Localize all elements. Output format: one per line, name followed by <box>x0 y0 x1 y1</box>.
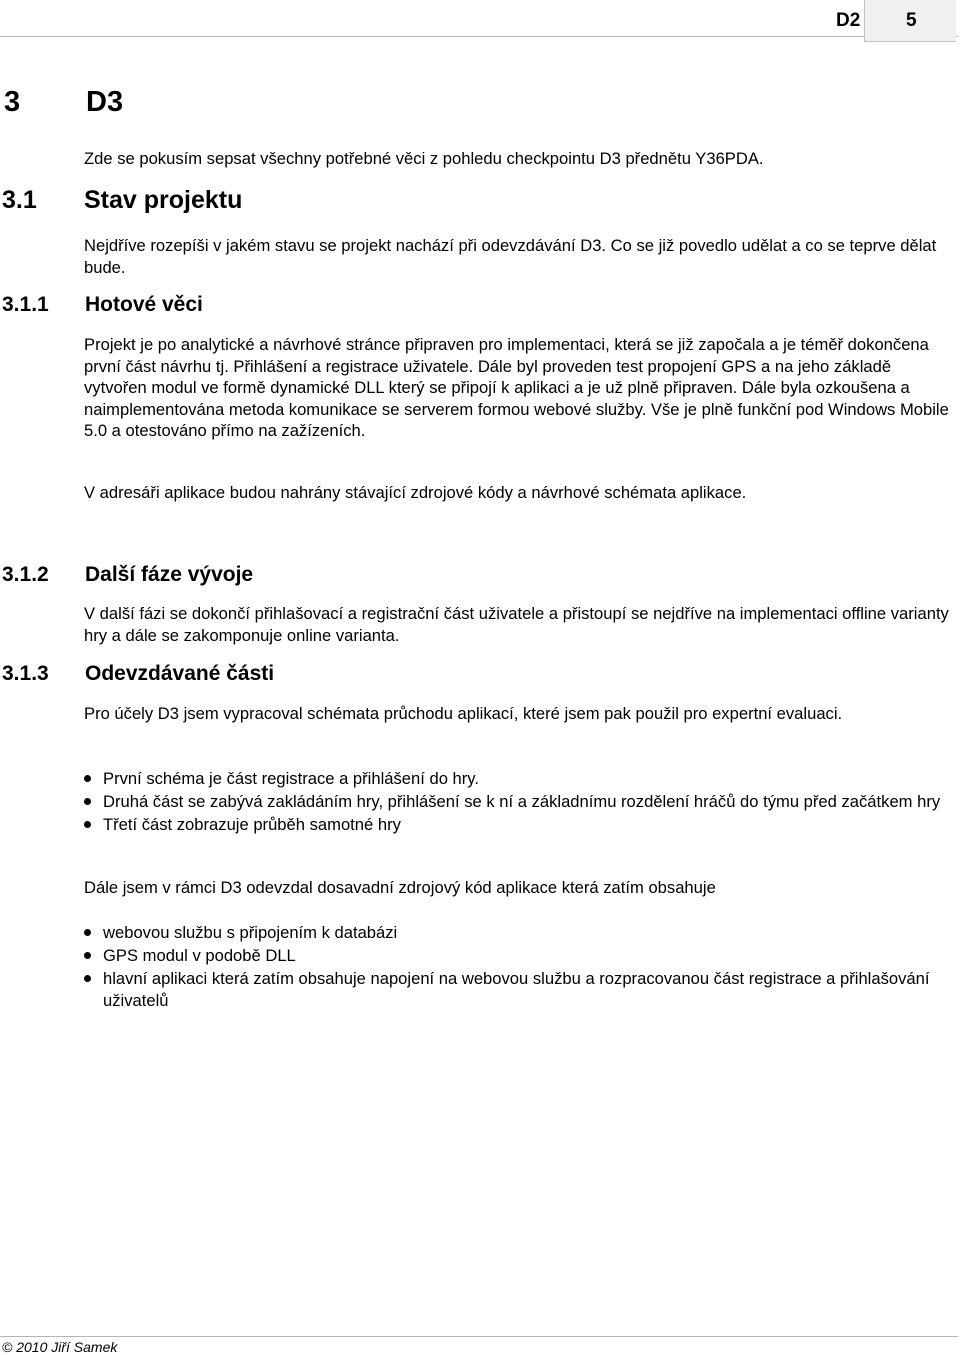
list-item-text: Třetí část zobrazuje průběh samotné hry <box>103 815 401 834</box>
footer-copyright: © 2010 Jiří Samek <box>2 1339 118 1355</box>
list-item <box>84 791 956 813</box>
page-header <box>0 0 960 44</box>
list-item-text: Druhá část se zabývá zakládáním hry, přihlášení se k ní a základnímu rozdělení hráčů do týmu před začátkem hry <box>103 792 941 811</box>
heading-number: 3.1.2 <box>2 563 49 586</box>
list-item <box>84 768 956 790</box>
heading-section-3 <box>4 86 404 122</box>
section-3-1-intro: Nejdříve rozepíši v jakém stavu se projekt nachází při odevzdávání D3. Co se již povedlo udělat a co se teprve dělat bude. <box>84 236 937 277</box>
bullet-icon <box>84 929 91 936</box>
list-item-text: hlavní aplikaci která zatím obsahuje napojení na webovou službu a rozpracovanou část registrace a přihlašování uživatelů <box>103 969 930 1010</box>
heading-title: Stav projektu <box>84 186 243 214</box>
heading-number: 3.1 <box>2 186 37 214</box>
bullet-icon <box>84 821 91 828</box>
bullet-icon <box>84 975 91 982</box>
list-item <box>84 814 956 836</box>
header-doc-name: D2 <box>836 10 861 31</box>
heading-section-3-1-2 <box>2 563 402 591</box>
heading-section-3-1 <box>2 186 402 218</box>
deliverables-list-2 <box>84 922 956 1013</box>
section-3-1-3-paragraph-1: Pro účely D3 jsem vypracoval schémata průchodu aplikací, které jsem pak použil pro expertní evaluaci. <box>84 704 843 723</box>
section-3-intro: Zde se pokusím sepsat všechny potřebné věci z pohledu checkpointu D3 přednětu Y36PDA. <box>84 149 764 168</box>
heading-number: 3 <box>4 86 21 118</box>
list-item-text: webovou službu s připojením k databázi <box>103 923 398 942</box>
deliverables-list-1 <box>84 768 956 837</box>
section-3-1-1-paragraph-2: V adresáři aplikace budou nahrány stávající zdrojové kódy a návrhové schémata aplikace. <box>84 483 747 502</box>
heading-title: Odevzdávané části <box>85 662 275 685</box>
heading-title: Další fáze vývoje <box>85 563 254 586</box>
header-page-number: 5 <box>864 0 956 42</box>
list-item-text: První schéma je část registrace a přihlášení do hry. <box>103 769 479 788</box>
section-3-1-1-paragraph-1: Projekt je po analytické a návrhové stránce připraven pro implementaci, která se již započala a je téměř dokončena první část návrhu tj. Přihlášení a registrace uživatele. Dále byl proveden test propojení GPS a na jeho základě vytvořen modul ve formě dynamické DLL který se připojí k aplikaci a je už plně připraven. Dále byla ozkoušena a naimplementována metoda komunikace se serverem formou webové služby. Vše je plně funkční pod Windows Mobile 5.0 a otestováno přímo na zažízeních. <box>84 335 949 440</box>
heading-title: D3 <box>86 86 124 118</box>
heading-number: 3.1.3 <box>2 662 49 685</box>
bullet-icon <box>84 798 91 805</box>
footer-rule <box>0 1336 958 1337</box>
list-item <box>84 945 956 967</box>
bullet-icon <box>84 775 91 782</box>
heading-section-3-1-3 <box>2 662 402 690</box>
list-item <box>84 922 956 944</box>
list-item-text: GPS modul v podobě DLL <box>103 946 296 965</box>
list-item <box>84 968 956 1011</box>
header-rule <box>0 36 958 37</box>
section-3-1-3-paragraph-2: Dále jsem v rámci D3 odevzdal dosavadní zdrojový kód aplikace která zatím obsahuje <box>84 878 716 897</box>
heading-number: 3.1.1 <box>2 293 49 316</box>
bullet-icon <box>84 952 91 959</box>
heading-title: Hotové věci <box>85 293 203 316</box>
section-3-1-2-paragraph: V další fázi se dokončí přihlašovací a registrační část uživatele a přistoupí se nejdříve na implementaci offline varianty hry a dále se zakomponuje online varianta. <box>84 604 949 645</box>
heading-section-3-1-1 <box>2 293 402 321</box>
